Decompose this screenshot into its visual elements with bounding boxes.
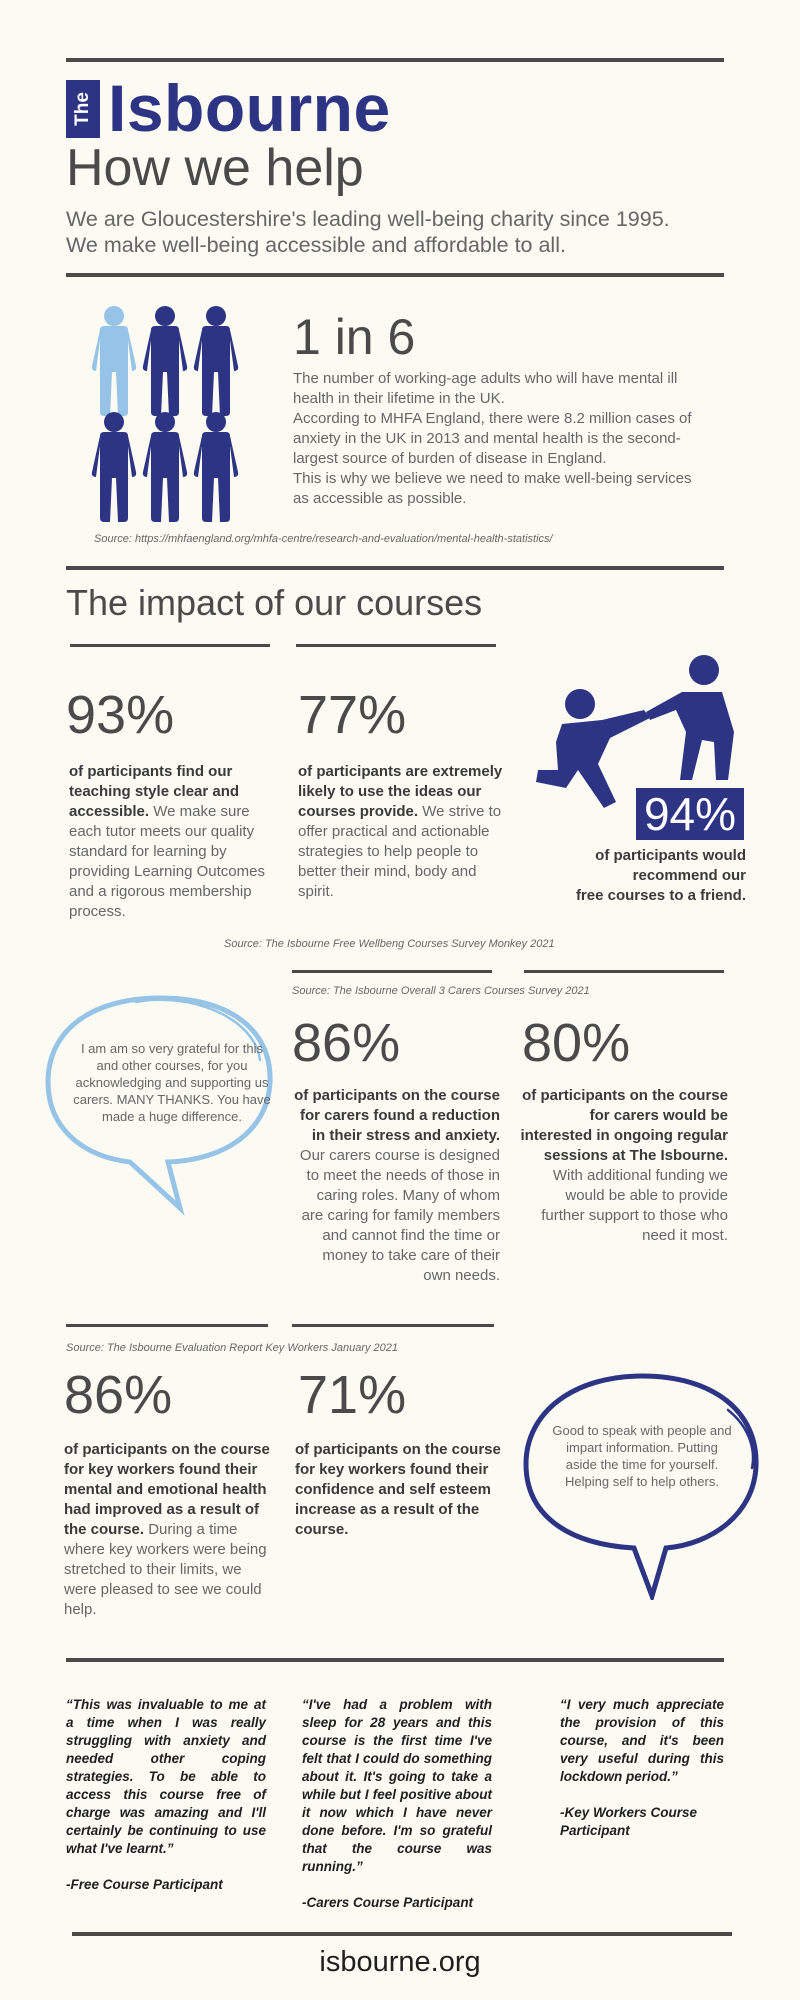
intro-line-1: We are Gloucestershire's leading well-being charity since 1995. [66, 207, 670, 231]
divider [66, 58, 724, 62]
stat-text-3: This is why we believe we need to make well-being services as accessible as possible. [293, 470, 692, 507]
intro-line-2: We make well-being accessible and affordable to all. [66, 233, 566, 257]
stat-77-rest: We strive to offer practical and actionable strategies to help people to better their mind, body and spirit. [298, 803, 502, 900]
source-note: Source: The Isbourne Free Wellbeng Courses Survey Monkey 2021 [224, 938, 555, 950]
stat-1-in-6: 1 in 6 [293, 309, 416, 365]
source-note: Source: The Isbourne Overall 3 Carers Courses Survey 2021 [292, 985, 590, 997]
divider [524, 970, 724, 973]
carers-bubble-text: I am am so very grateful for this and other courses, for you acknowledging and supporting us carers. MANY THANKS. You have made a huge difference. [73, 1041, 271, 1124]
stat-86-keyworkers-bold: of participants on the course for key workers found their mental and emotional health had improved as a result of the course. [64, 1441, 270, 1538]
stat-text-2: According to MHFA England, there were 8.2 million cases of anxiety in the UK in 2013 and mental health is the second-largest source of burden of disease in England. [293, 410, 692, 467]
divider [292, 1324, 494, 1327]
stat-94-line-1: of participants would [595, 847, 746, 864]
stat-94-box [636, 788, 744, 840]
stat-80-bold: of participants on the course for carers would be interested in ongoing regular sessions at The Isbourne. [520, 1087, 728, 1164]
logo [66, 71, 406, 145]
stat-94: 94% [643, 788, 737, 840]
quote-text: “I've had a problem with sleep for 28 years and this course is the first time I've felt that I could do something about it. It's going to take a while but I feel positive about it now which I have never done before. I'm so grateful that the course was running.” [302, 1697, 492, 1874]
divider [66, 1324, 268, 1327]
stat-80-rest: With additional funding we would be able to provide further support to those who need it most. [541, 1167, 728, 1244]
page-title: How we help [66, 139, 364, 197]
quote-text: “I very much appreciate the provision of this course, and it's been very useful during this lockdown period.” [560, 1697, 724, 1784]
stat-86-carers-rest: Our carers course is designed to meet the needs of those in caring roles. Many of whom are caring for family members and cannot find the time or money to take care of their own needs. [299, 1147, 500, 1284]
keyworkers-bubble-text: Good to speak with people and impart information. Putting aside the time for yourself. Helping self to help others. [552, 1423, 732, 1489]
source-note: Source: The Isbourne Evaluation Report Key Workers January 2021 [66, 1342, 399, 1354]
stat-text [293, 369, 703, 509]
quote-card [302, 1696, 492, 1912]
stat-text-1: The number of working-age adults who will have mental ill health in their lifetime in the UK. [293, 370, 678, 407]
logo-name: Isbourne [108, 71, 391, 145]
stat-86-keyworkers-rest: During a time where key workers were being stretched to their limits, we were pleased to see we could help. [64, 1521, 267, 1618]
divider [66, 1658, 724, 1662]
stat-86-keyworkers-text [64, 1440, 274, 1620]
stat-86-carers-text [292, 1086, 500, 1286]
quote-card [66, 1696, 266, 1894]
divider [70, 644, 270, 647]
divider [72, 1932, 732, 1936]
divider [66, 273, 724, 277]
quote-author: -Free Course Participant [66, 1877, 223, 1892]
stat-77-text [298, 762, 508, 902]
section-heading: The impact of our courses [66, 582, 483, 623]
stat-77-bold: of participants are extremely likely to use the ideas our courses provide. [298, 763, 503, 820]
quote-author: -Key Workers Course Participant [560, 1805, 698, 1838]
stat-94-text [540, 846, 746, 906]
quote-card [560, 1696, 724, 1840]
stat-93-text [69, 762, 279, 922]
stat-93-bold: of participants find our teaching style clear and accessible. [69, 763, 240, 820]
people-icon [88, 302, 248, 522]
stat-94-line-3: free courses to a friend. [575, 887, 746, 904]
stat-77: 77% [298, 685, 407, 745]
stat-86-carers: 86% [292, 1013, 401, 1073]
divider [296, 644, 496, 647]
stat-86-carers-bold: of participants on the course for carers found a reduction in their stress and anxiety. [294, 1087, 500, 1144]
stat-80: 80% [522, 1013, 631, 1073]
divider [292, 970, 492, 973]
stat-80-text [520, 1086, 728, 1246]
source-note: Source: https://mhfaengland.org/mhfa-centre/research-and-evaluation/mental-health-statistics/ [94, 533, 553, 545]
stat-94-line-2: recommend our [632, 867, 746, 884]
divider [66, 566, 724, 570]
stat-86-keyworkers: 86% [64, 1365, 173, 1425]
footer-url[interactable]: isbourne.org [319, 1946, 481, 1978]
stat-71: 71% [298, 1365, 407, 1425]
quote-text: “This was invaluable to me at a time when I was really struggling with anxiety and needed other coping strategies. To be able to access this course free of charge was amazing and I'll certainly be continuing to use what I've learnt.” [66, 1697, 266, 1856]
logo-the: The [72, 92, 93, 126]
quote-author: -Carers Course Participant [302, 1895, 474, 1910]
stat-93-rest: We make sure each tutor meets our quality standard for learning by providing Learning Outcomes and a rigorous membership process. [69, 803, 265, 920]
stat-93: 93% [66, 685, 175, 745]
stat-71-bold: of participants on the course for key workers found their confidence and self esteem increase as a result of the course. [295, 1441, 501, 1538]
stat-71-text [295, 1440, 505, 1540]
logo-badge [66, 80, 100, 138]
